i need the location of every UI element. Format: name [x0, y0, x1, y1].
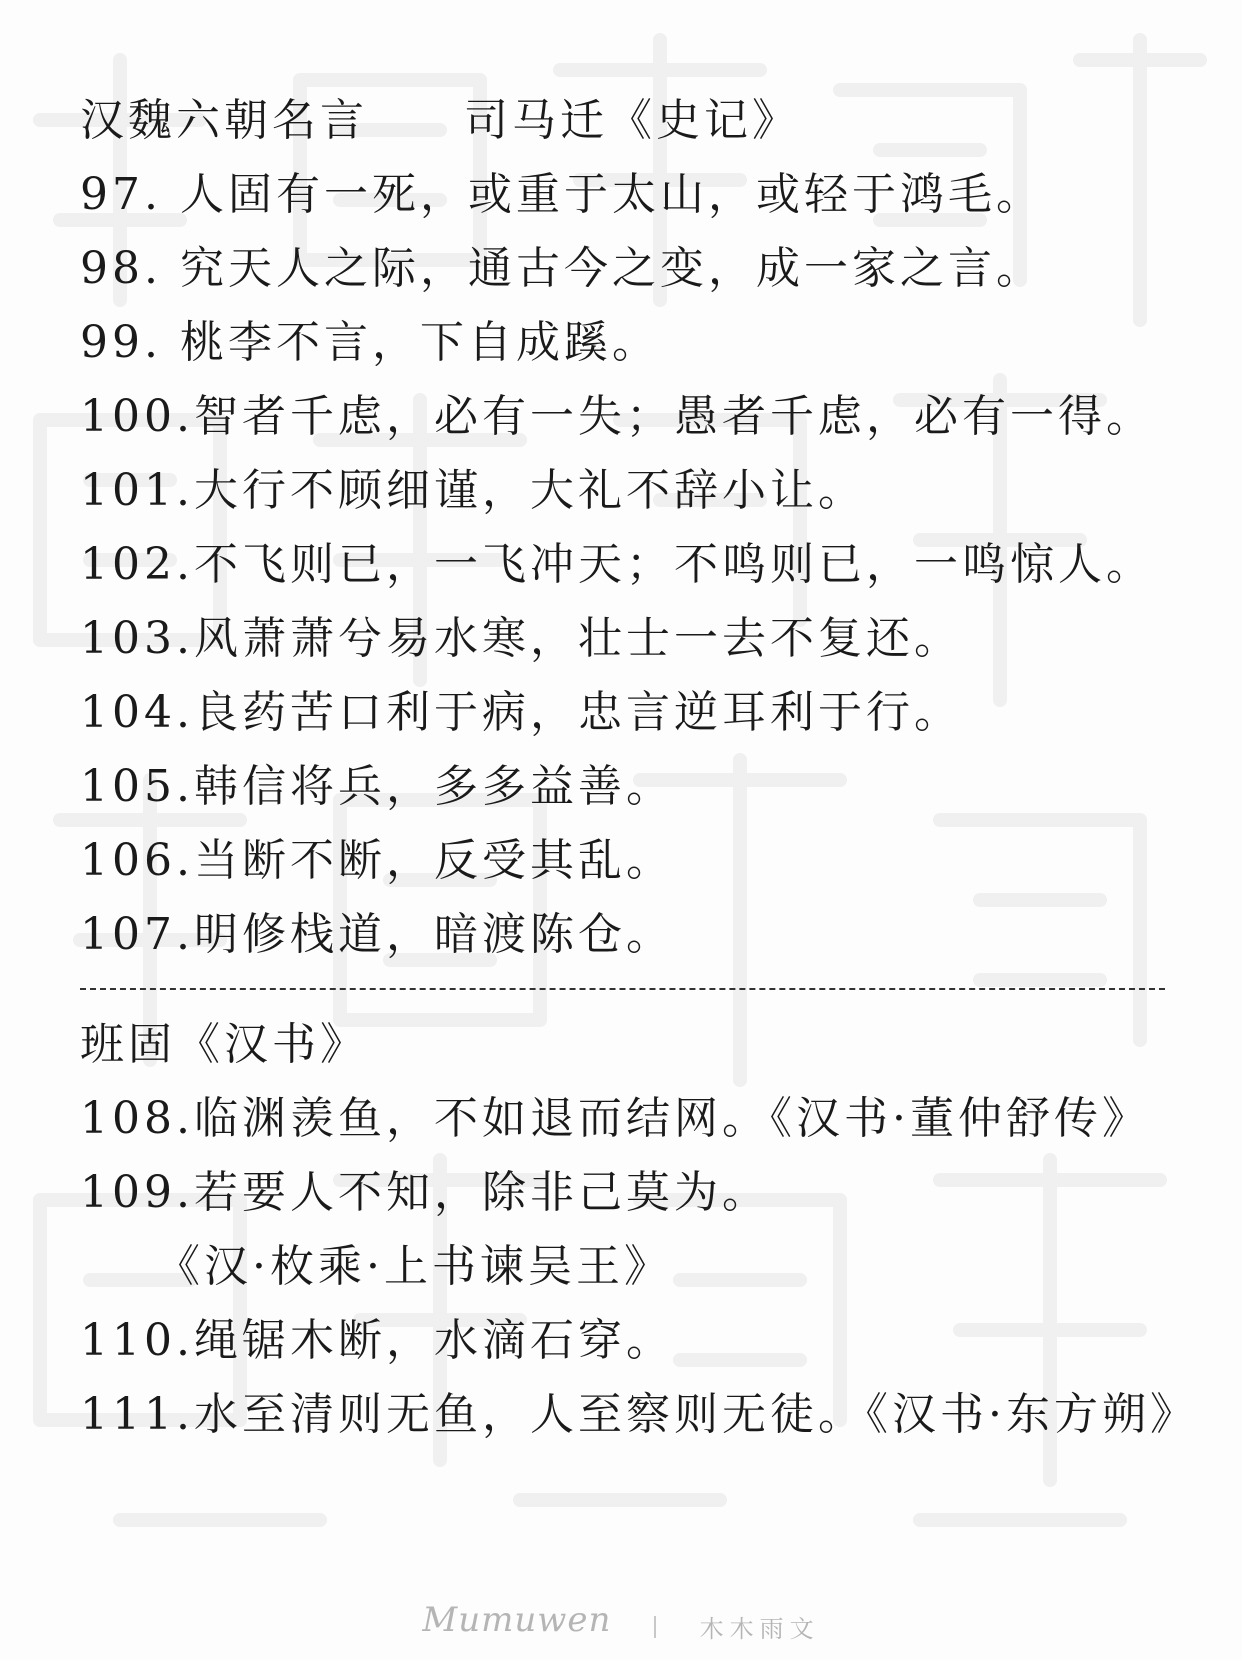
quote-line: 100.智者千虑，必有一失；愚者千虑，必有一得。: [80, 391, 1154, 442]
quote-line: 99. 桃李不言，下自成蹊。: [80, 317, 660, 368]
quote-source: 《汉·枚乘·上书谏吴王》: [156, 1241, 672, 1292]
quote-line: 103.风萧萧兮易水寒，壮士一去不复还。: [80, 613, 962, 664]
watermark-footer: [0, 1600, 1242, 1643]
quote-line: 98. 究天人之际，通古今之变，成一家之言。: [80, 243, 1044, 294]
quote-line: 105.韩信将兵，多多益善。: [80, 761, 674, 812]
quote-line: 107.明修栈道，暗渡陈仓。: [80, 909, 674, 960]
section-heading: 班固《汉书》: [80, 1019, 368, 1070]
divider-rule: [80, 988, 1165, 990]
quote-line: 101.大行不顾细谨，大礼不辞小让。: [80, 465, 866, 516]
footer-separator: [654, 1616, 656, 1638]
section-heading: 汉魏六朝名言 司马迁《史记》: [80, 95, 800, 146]
document-body: [80, 84, 1220, 1452]
signature-logo: Mumuwen: [422, 1600, 612, 1640]
quote-line: 97. 人固有一死，或重于太山，或轻于鸿毛。: [80, 169, 1044, 220]
quote-line: 110.绳锯木断，水滴石穿。: [80, 1315, 674, 1366]
section-divider: [80, 972, 1220, 1008]
quote-line: 104.良药苦口利于病，忠言逆耳利于行。: [80, 687, 962, 738]
brand-name: 木木雨文: [699, 1615, 820, 1643]
quote-line: 109.若要人不知，除非己莫为。: [80, 1167, 770, 1218]
quote-line: 106.当断不断，反受其乱。: [80, 835, 674, 886]
quote-line: 102.不飞则已，一飞冲天；不鸣则已，一鸣惊人。: [80, 539, 1154, 590]
quote-line: 111.水至清则无鱼，人至察则无徒。《汉书·东方朔》: [80, 1389, 1198, 1440]
quote-line: 108.临渊羡鱼，不如退而结网。《汉书·董仲舒传》: [80, 1093, 1150, 1144]
